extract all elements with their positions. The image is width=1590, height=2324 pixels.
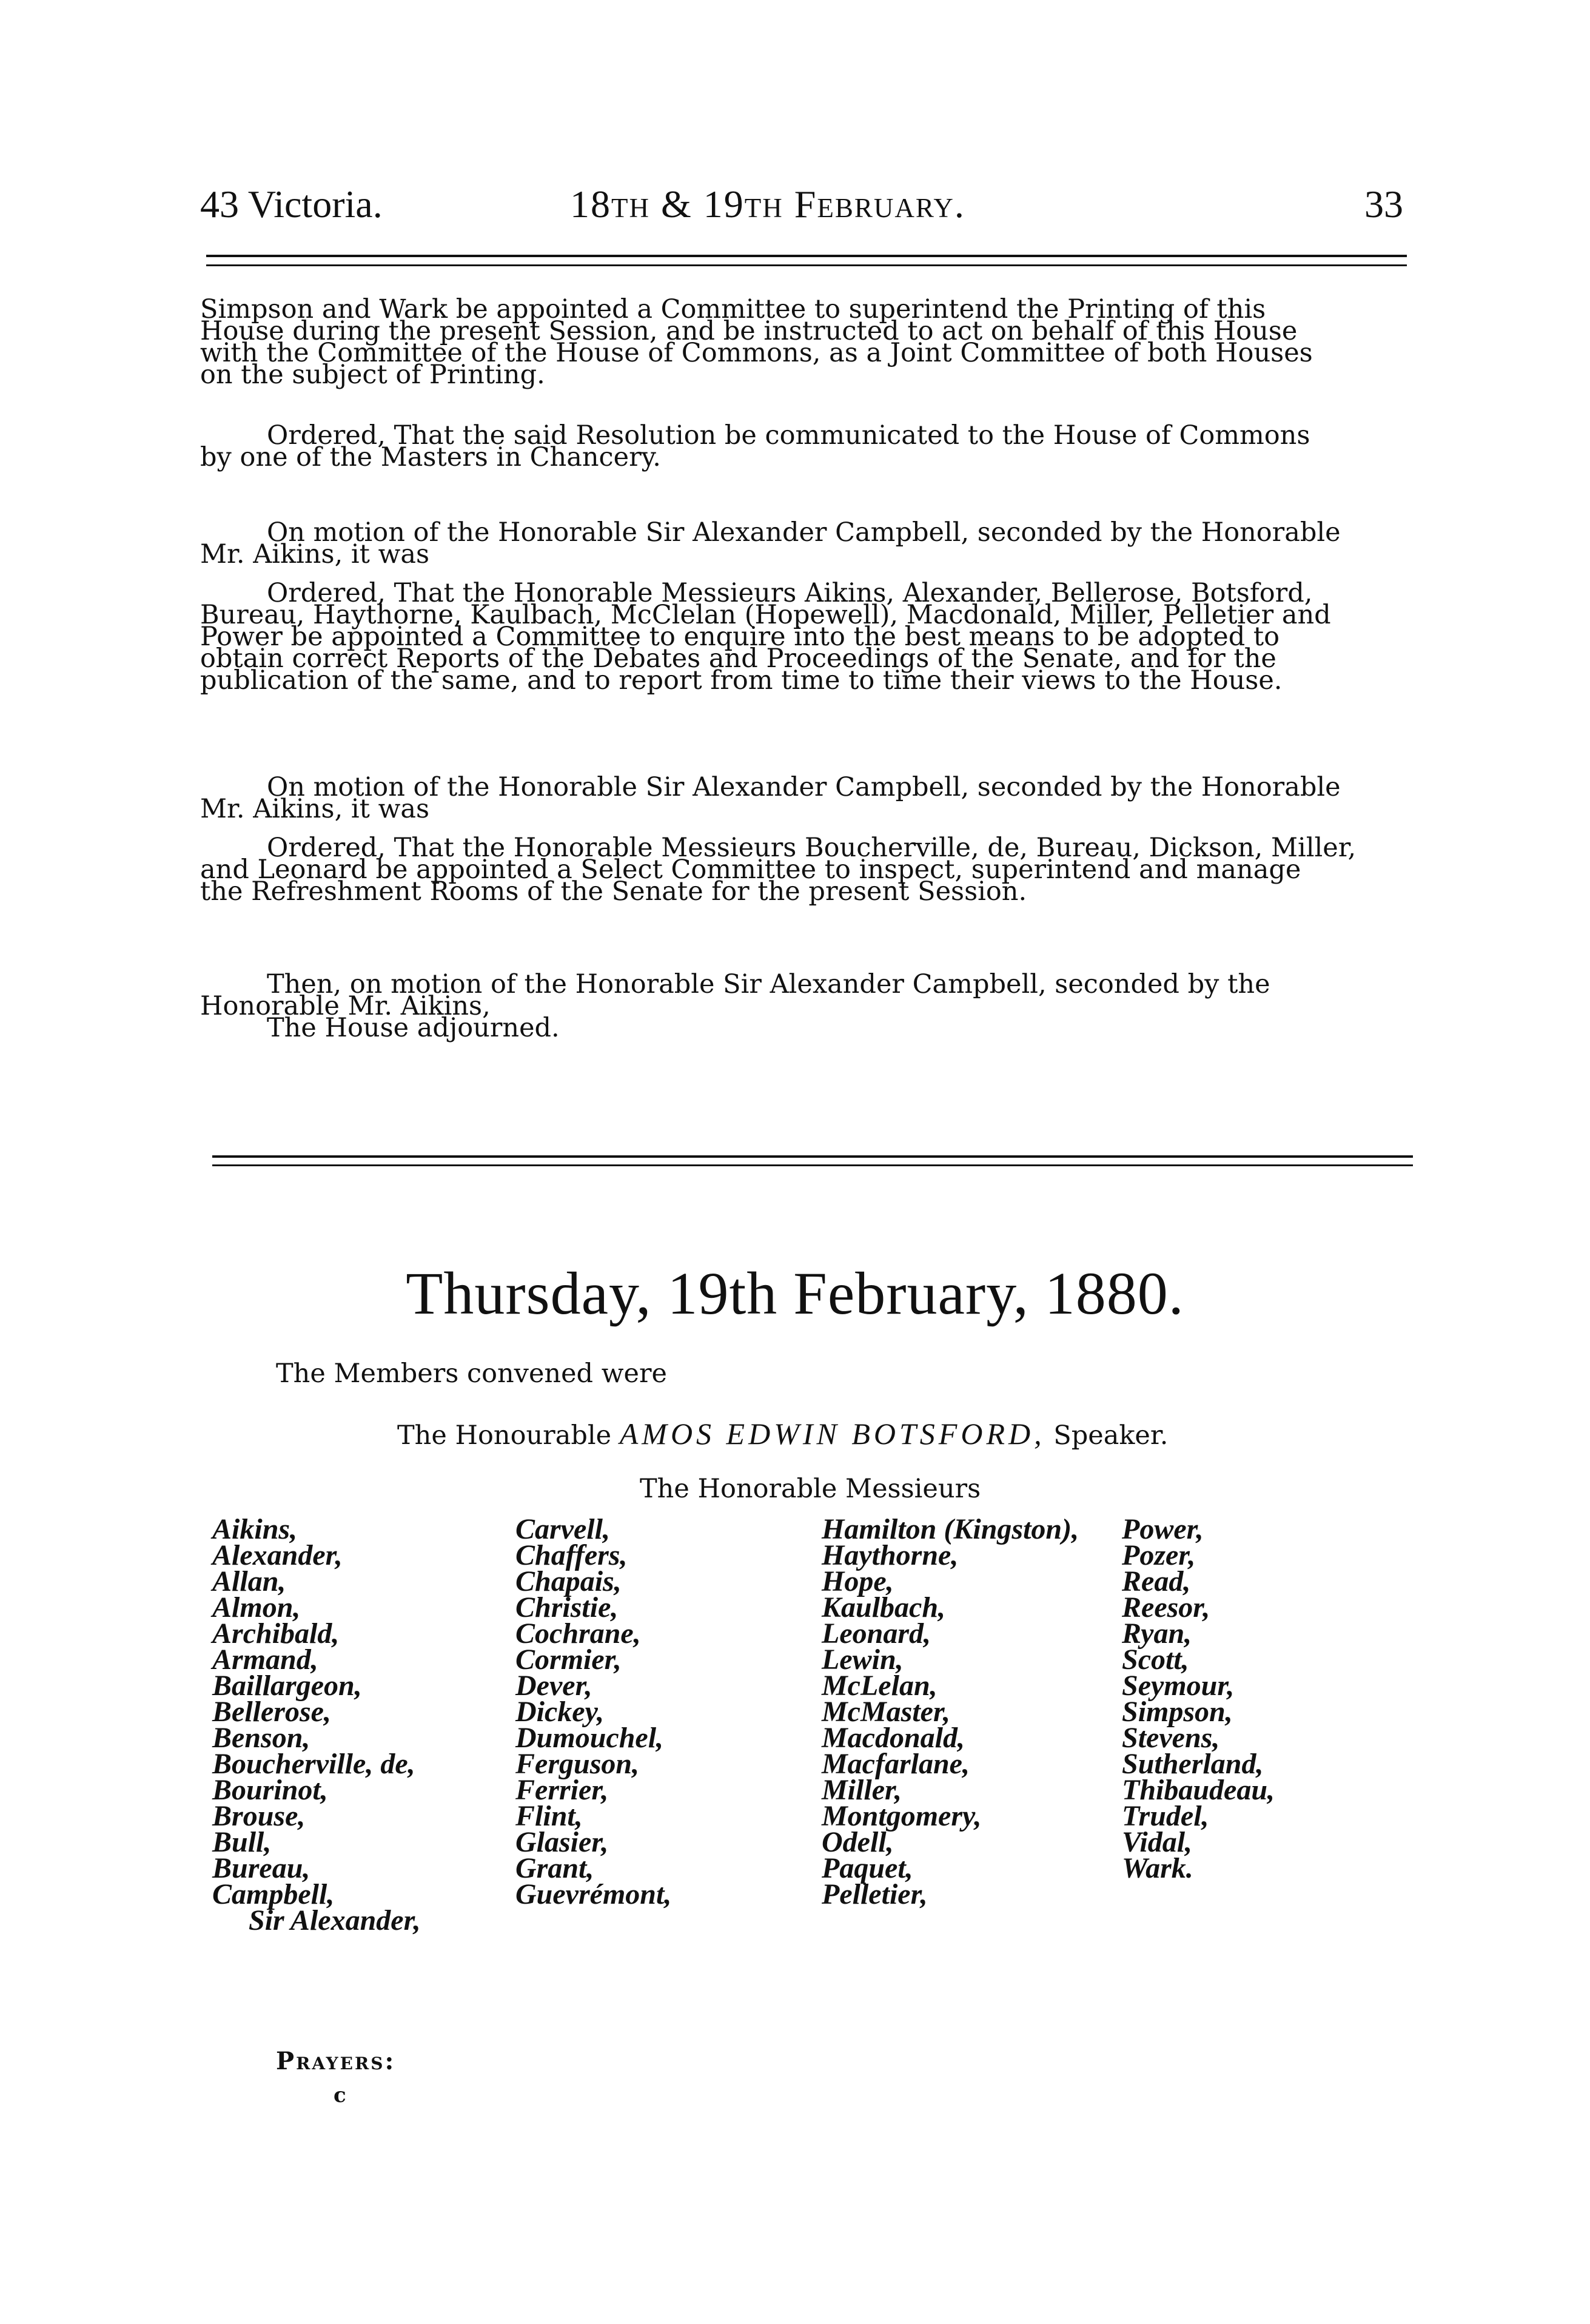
member-name: Alexander, [212,1539,343,1571]
speaker-prefix: The Honourable [397,1420,612,1451]
member-name: Bull, [212,1826,272,1858]
header-rule-bottom [206,264,1407,266]
member-name: Montgomery, [822,1800,982,1832]
member-name: Wark. [1122,1852,1193,1884]
text-line: The House adjourned. [267,1013,560,1043]
member-name: Archibald, [212,1617,340,1650]
speaker-role: Speaker. [1053,1420,1169,1451]
text-line: Power be appointed a Committee to enquire into the best means to be adopted to [200,622,1280,652]
member-name: Seymour, [1122,1670,1235,1702]
member-name: Chapais, [515,1565,622,1597]
text-line: Mr. Aikins, it was [200,539,430,569]
member-name: Aikins, [212,1513,298,1545]
text-line: by one of the Masters in Chancery. [200,442,661,472]
member-name: Simpson, [1122,1696,1233,1728]
text-line: publication of the same, and to report from time to time their views to the House. [200,665,1283,696]
text-line: the Refreshment Rooms of the Senate for the present Session. [200,876,1027,907]
member-name: Pozer, [1122,1539,1196,1571]
member-name: Leonard, [822,1617,931,1650]
member-name: Ryan, [1122,1617,1192,1650]
member-name: Sutherland, [1122,1748,1264,1780]
running-head-center: 18th & 19th February. [570,183,965,226]
member-name: Scott, [1122,1644,1189,1676]
text-line: Then, on motion of the Honorable Sir Alexander Campbell, seconded by the [267,969,1270,999]
member-name: Ferrier, [515,1774,609,1806]
text-line: Ordered, That the Honorable Messieurs Aikins, Alexander, Bellerose, Botsford, [267,578,1313,608]
member-name: McMaster, [822,1696,951,1728]
paragraph-refreshment-committee [200,833,1413,907]
member-name: Chaffers, [515,1539,628,1571]
header-rule-top [206,255,1407,257]
running-head-left: 43 Victoria. [200,183,383,226]
member-name: Odell, [822,1826,894,1858]
member-name: Power, [1122,1513,1204,1545]
text-line: with the Committee of the House of Commons, as a Joint Committee of both Houses [200,338,1313,368]
paragraph-debates-committee [200,578,1413,696]
member-name: Dumouchel, [515,1722,664,1754]
members-column-3 [822,1513,1079,1910]
member-name: Macdonald, [822,1722,965,1754]
member-name: Kaulbach, [822,1591,946,1624]
signature-mark: c [334,2083,346,2107]
member-name: Bureau, [212,1852,310,1884]
member-name: Miller, [822,1774,902,1806]
member-name: Bellerose, [212,1696,331,1728]
speaker-name: AMOS EDWIN BOTSFORD, [619,1417,1045,1451]
members-column-1 [212,1513,421,1936]
member-name: Armand, [212,1644,318,1676]
member-name: Dickey, [515,1696,605,1728]
members-column-4 [1122,1513,1275,1884]
members-convened-label: The Members convened were [276,1358,667,1389]
member-name: Reesor, [1122,1591,1210,1624]
page-number: 33 [1364,183,1403,226]
member-name: Boucherville, de, [212,1748,415,1780]
messieurs-heading: The Honorable Messieurs [640,1474,981,1504]
member-name: Carvell, [515,1513,610,1545]
section-rule-top [212,1155,1413,1158]
member-name: Glasier, [515,1826,609,1858]
text-line: obtain correct Reports of the Debates and Proceedings of the Senate, and for the [200,643,1276,674]
member-name: Pelletier, [822,1878,928,1910]
text-line: House during the present Session, and be instructed to act on behalf of this House [200,316,1298,346]
prayers-heading: Prayers: [276,2047,396,2075]
member-name: Read, [1122,1565,1191,1597]
member-name: Lewin, [822,1644,904,1676]
member-name: Allan, [212,1565,286,1597]
member-name: Flint, [515,1800,583,1832]
text-line: On motion of the Honorable Sir Alexander Campbell, seconded by the Honorable [267,517,1341,548]
member-name: Hope, [822,1565,894,1597]
text-line: Honorable Mr. Aikins, [200,991,491,1021]
text-line: On motion of the Honorable Sir Alexander Campbell, seconded by the Honorable [267,772,1341,802]
text-line: on the subject of Printing. [200,360,545,390]
member-name: Bourinot, [212,1774,328,1806]
paragraph-adjournment [200,969,1413,1043]
member-name: Brouse, [212,1800,306,1832]
member-name: Benson, [212,1722,310,1754]
member-name: Hamilton (Kingston), [822,1513,1079,1545]
member-name: Vidal, [1122,1826,1193,1858]
paragraph-motion-2 [200,772,1413,824]
member-name: Stevens, [1122,1722,1220,1754]
paragraph-printing-committee [200,294,1413,390]
paragraph-motion-1 [200,517,1413,569]
section-title: Thursday, 19th February, 1880. [406,1260,1184,1327]
text-line: Mr. Aikins, it was [200,794,430,824]
text-line: Bureau, Haythorne, Kaulbach, McClelan (Hopewell), Macdonald, Miller, Pelletier and [200,600,1331,630]
member-name: Macfarlane, [822,1748,970,1780]
member-name: Guevrémont, [515,1878,672,1910]
member-name: Haythorne, [822,1539,959,1571]
member-name: Campbell, [212,1878,335,1910]
member-name: Cormier, [515,1644,622,1676]
speaker-line [397,1416,1168,1451]
text-line: Ordered, That the Honorable Messieurs Boucherville, de, Bureau, Dickson, Miller, [267,833,1357,863]
text-line: and Leonard be appointed a Select Committee to inspect, superintend and manage [200,855,1301,885]
member-name: Grant, [515,1852,594,1884]
member-name: Cochrane, [515,1617,641,1650]
section-rule-bottom [212,1164,1413,1166]
member-name: Trudel, [1122,1800,1209,1832]
members-column-2 [515,1513,672,1910]
text-line: Simpson and Wark be appointed a Committee to superintend the Printing of this [200,294,1266,324]
member-name: Sir Alexander, [249,1904,421,1936]
member-name: Baillargeon, [212,1670,362,1702]
member-name: Christie, [515,1591,619,1624]
member-name: McLelan, [822,1670,938,1702]
member-name: Thibaudeau, [1122,1774,1275,1806]
member-name: Paquet, [822,1852,913,1884]
text-line: Ordered, That the said Resolution be communicated to the House of Commons [267,420,1310,451]
member-name: Dever, [515,1670,592,1702]
paragraph-resolution-communicated [200,420,1413,472]
member-name: Ferguson, [515,1748,640,1780]
member-name: Almon, [212,1591,301,1624]
